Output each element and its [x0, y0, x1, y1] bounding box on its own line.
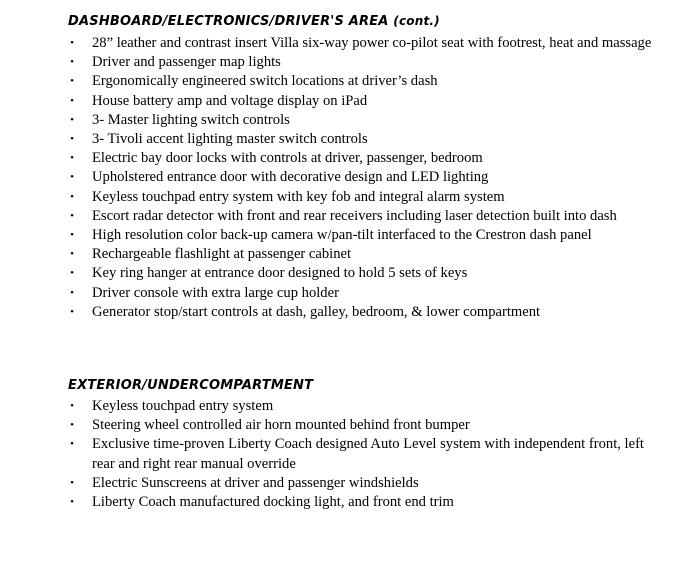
list-item-text: Ergonomically engineered switch locations at driver’s dash — [92, 73, 438, 90]
bullet-icon: • — [70, 152, 74, 165]
bullet-icon: • — [70, 476, 74, 489]
list-item-text: Steering wheel controlled air horn mounted behind front bumper — [92, 417, 470, 434]
section-title-exterior — [68, 378, 313, 394]
bullet-icon: • — [70, 438, 74, 451]
list-item-text: Upholstered entrance door with decorative design and LED lighting — [92, 169, 489, 186]
list-item — [0, 264, 700, 283]
list-item — [0, 92, 700, 111]
bullet-icon: • — [70, 267, 74, 280]
list-item-text: 3- Tivoli accent lighting master switch controls — [92, 131, 368, 148]
list-item — [0, 493, 700, 512]
list-item-text: House battery amp and voltage display on iPad — [92, 92, 368, 109]
list-item — [0, 226, 700, 245]
list-item-text: Keyless touchpad entry system with key fob and integral alarm system — [92, 188, 505, 205]
list-item-text: 3- Master lighting switch controls — [92, 111, 290, 128]
bullet-icon: • — [70, 400, 74, 412]
bullet-icon: • — [70, 286, 74, 299]
list-item — [0, 111, 700, 130]
bullet-icon: • — [70, 190, 74, 203]
bullet-icon: • — [70, 209, 74, 222]
list-item-text: Keyless touchpad entry system — [92, 398, 274, 414]
list-item-text: 28” leather and contrast insert Villa six-way power co-pilot seat with footrest, heat and massage — [92, 35, 652, 51]
bullet-icon: • — [70, 305, 74, 318]
list-item — [0, 53, 700, 72]
list-item — [0, 474, 700, 493]
section-title-text: DASHBOARD/ELECTRONICS/DRIVER'S AREA — [68, 14, 389, 29]
list-item-text: Liberty Coach manufactured docking light, and front end trim — [92, 494, 454, 511]
list-item-text: Generator stop/start controls at dash, galley, bedroom, & lower compartment — [92, 303, 541, 320]
list-item-text: Electric Sunscreens at driver and passenger windshields — [92, 474, 419, 491]
bullet-icon: • — [70, 248, 74, 261]
list-item — [0, 72, 700, 91]
bullet-icon: • — [70, 94, 74, 107]
bullet-icon: • — [70, 56, 74, 69]
bullet-icon: • — [70, 133, 74, 146]
list-item-text: Exclusive time-proven Liberty Coach designed Auto Level system with independent front, left rear and right rear manual override — [92, 436, 644, 472]
list-item-text: Key ring hanger at entrance door designed to hold 5 sets of keys — [92, 265, 468, 282]
list-item — [0, 207, 700, 226]
list-item — [0, 149, 700, 168]
list-item — [0, 245, 700, 264]
list-item — [0, 188, 700, 207]
section-title-text: EXTERIOR/UNDERCOMPARTMENT — [68, 378, 314, 393]
list-item — [0, 397, 700, 416]
bullet-icon: • — [70, 496, 74, 509]
exterior-feature-list — [0, 397, 700, 512]
bullet-icon: • — [70, 171, 74, 184]
bullet-icon: • — [70, 113, 74, 126]
bullet-icon: • — [70, 37, 74, 49]
list-item — [0, 435, 700, 473]
list-item-text: Driver console with extra large cup holder — [92, 284, 339, 301]
section-title-dashboard — [68, 13, 440, 30]
bullet-icon: • — [70, 229, 74, 242]
dashboard-feature-list — [0, 34, 700, 322]
bullet-icon: • — [70, 419, 74, 432]
list-item-text: Electric bay door locks with controls at driver, passenger, bedroom — [92, 150, 483, 167]
list-item — [0, 130, 700, 149]
list-item-text: Driver and passenger map lights — [92, 54, 281, 71]
list-item — [0, 168, 700, 187]
list-item — [0, 34, 700, 53]
list-item-text: Escort radar detector with front and rear receivers including laser detection built into dash — [92, 207, 617, 224]
list-item-text: Rechargeable flashlight at passenger cabinet — [92, 246, 352, 263]
bullet-icon: • — [70, 75, 74, 88]
section-title-suffix: (cont.) — [393, 14, 440, 28]
list-item — [0, 416, 700, 435]
list-item — [0, 284, 700, 303]
list-item — [0, 303, 700, 322]
list-item-text: High resolution color back-up camera w/pan-tilt interfaced to the Crestron dash panel — [92, 227, 592, 244]
